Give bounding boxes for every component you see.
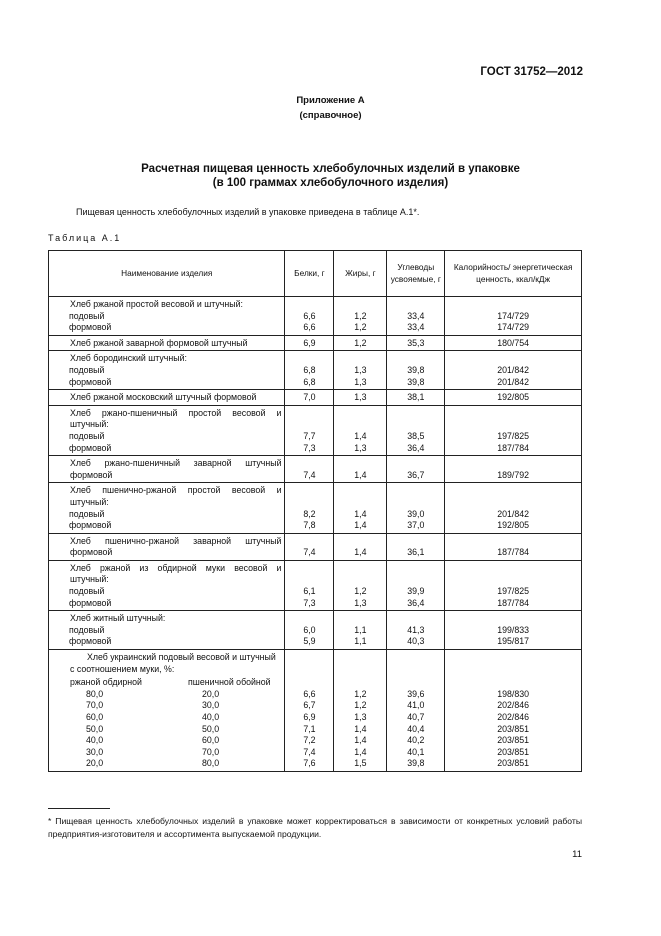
table-row bbox=[49, 390, 582, 406]
carbs-cell bbox=[387, 297, 445, 336]
protein-cell bbox=[285, 560, 334, 610]
fat-value: 1,5 bbox=[354, 758, 367, 769]
carbs-value: 36,1 bbox=[407, 547, 425, 558]
wheat-value: 80,0 bbox=[202, 758, 220, 769]
fat-value: 1,3 bbox=[354, 364, 367, 375]
standard-number: ГОСТ 31752—2012 bbox=[480, 66, 583, 78]
protein-value: 7,4 bbox=[303, 746, 316, 757]
fat-value: 1,1 bbox=[354, 624, 367, 635]
energy-value: 201/842 bbox=[497, 508, 530, 519]
fat-cell bbox=[334, 405, 387, 455]
energy-value: 201/842 bbox=[497, 376, 530, 387]
table-row bbox=[49, 456, 582, 483]
footnote-separator bbox=[48, 808, 110, 809]
variant-label: подовый bbox=[69, 430, 105, 441]
energy-value: 199/833 bbox=[497, 624, 530, 635]
rye-value: 30,0 bbox=[86, 746, 104, 757]
energy-value: 202/846 bbox=[497, 700, 530, 711]
carbs-value: 35,3 bbox=[407, 337, 425, 348]
energy-cell bbox=[445, 351, 582, 390]
protein-value: 6,6 bbox=[303, 322, 316, 333]
rye-value: 60,0 bbox=[86, 712, 104, 722]
product-name: Хлеб пшенично-ржаной простой весовой и штучный: bbox=[70, 485, 282, 507]
carbs-cell bbox=[387, 611, 445, 650]
table-row bbox=[49, 650, 582, 772]
energy-cell bbox=[445, 335, 582, 351]
carbs-value: 40,3 bbox=[407, 636, 425, 647]
energy-cell bbox=[445, 533, 582, 560]
table-row bbox=[49, 351, 582, 390]
variant-label: подовый bbox=[69, 364, 105, 375]
product-name: Хлеб ржаной заварной формовой штучный bbox=[70, 337, 248, 348]
carbs-cell bbox=[387, 650, 445, 772]
carbs-cell bbox=[387, 456, 445, 483]
energy-value: 203/851 bbox=[497, 746, 530, 757]
wheat-value: 20,0 bbox=[202, 688, 220, 699]
protein-cell bbox=[285, 533, 334, 560]
protein-cell bbox=[285, 650, 334, 772]
protein-value: 6,0 bbox=[303, 624, 316, 635]
energy-value: 202/846 bbox=[497, 712, 530, 722]
protein-value: 7,6 bbox=[303, 758, 316, 769]
table-row bbox=[49, 483, 582, 533]
fat-cell bbox=[334, 335, 387, 351]
fat-value: 1,4 bbox=[354, 547, 367, 558]
energy-cell bbox=[445, 405, 582, 455]
energy-value: 195/817 bbox=[497, 636, 530, 647]
product-name: Хлеб житный штучный: bbox=[70, 613, 166, 624]
carbs-value: 39,8 bbox=[407, 376, 425, 387]
protein-value: 6,1 bbox=[303, 586, 316, 597]
table-row bbox=[49, 405, 582, 455]
header-fat: Жиры, г bbox=[334, 251, 387, 297]
product-name: Хлеб ржаной московский штучный формовой bbox=[70, 392, 257, 403]
product-name: Хлеб ржаной из обдирной муки весовой и штучный: bbox=[70, 562, 282, 585]
fat-cell bbox=[334, 560, 387, 610]
energy-value: 180/754 bbox=[497, 337, 530, 348]
protein-value: 6,9 bbox=[303, 337, 316, 348]
variant-label: подовый bbox=[69, 586, 105, 597]
flour-ratio-row bbox=[70, 689, 281, 701]
rye-value: 80,0 bbox=[86, 688, 104, 699]
energy-value: 197/825 bbox=[497, 586, 530, 597]
fat-value: 1,4 bbox=[354, 520, 367, 531]
protein-value: 6,6 bbox=[303, 688, 316, 699]
variant-label: формовой bbox=[69, 376, 112, 387]
fat-value: 1,4 bbox=[354, 508, 367, 519]
carbs-value: 39,8 bbox=[407, 364, 425, 375]
carbs-cell bbox=[387, 533, 445, 560]
carbs-value: 39,0 bbox=[407, 508, 425, 519]
product-name-cell bbox=[49, 456, 285, 483]
protein-cell bbox=[285, 483, 334, 533]
protein-value: 7,1 bbox=[303, 723, 316, 734]
page-number: 11 bbox=[572, 849, 582, 860]
protein-cell bbox=[285, 297, 334, 336]
fat-value: 1,4 bbox=[354, 469, 367, 480]
flour-ratio-row bbox=[70, 747, 281, 759]
fat-value: 1,3 bbox=[354, 712, 367, 722]
protein-value: 7,0 bbox=[303, 392, 316, 403]
fat-cell bbox=[334, 533, 387, 560]
appendix-label: Приложение А bbox=[296, 95, 365, 106]
fat-value: 1,4 bbox=[354, 430, 367, 441]
protein-value: 6,6 bbox=[303, 310, 316, 321]
fat-cell bbox=[334, 650, 387, 772]
variant-label: формовой bbox=[69, 322, 112, 333]
energy-value: 187/784 bbox=[497, 597, 530, 608]
header-name: Наименование изделия bbox=[49, 251, 285, 297]
carbs-cell bbox=[387, 335, 445, 351]
rye-value: 50,0 bbox=[86, 723, 104, 734]
table-caption: Таблица А.1 bbox=[48, 233, 122, 243]
fat-value: 1,3 bbox=[354, 442, 367, 453]
wheat-flour-header: пшеничной обойной bbox=[188, 677, 271, 688]
carbs-value: 41,0 bbox=[407, 700, 425, 711]
fat-cell bbox=[334, 483, 387, 533]
carbs-value: 40,7 bbox=[407, 712, 425, 722]
protein-value: 7,8 bbox=[303, 520, 316, 531]
energy-cell bbox=[445, 560, 582, 610]
carbs-value: 33,4 bbox=[407, 322, 425, 333]
carbs-cell bbox=[387, 351, 445, 390]
footnote: * Пищевая ценность хлебобулочных изделий в упаковке может корректироваться в зависимости от конкретных условий работы предприятия-изготовителя и ассортимента выпускаемой продукции. bbox=[48, 816, 582, 839]
table-row bbox=[49, 560, 582, 610]
page-subtitle: (в 100 граммах хлебобулочного изделия) bbox=[212, 177, 449, 189]
fat-cell bbox=[334, 456, 387, 483]
header-energy: Калорийность/ энергетическая ценность, ккал/кДж bbox=[445, 251, 582, 297]
fat-cell bbox=[334, 390, 387, 406]
energy-value: 203/851 bbox=[497, 735, 530, 746]
appendix-note: (справочное) bbox=[299, 110, 362, 121]
energy-value: 201/842 bbox=[497, 364, 530, 375]
product-name: Хлеб бородинский штучный: bbox=[70, 353, 187, 364]
product-name-cell bbox=[49, 483, 285, 533]
energy-value: 174/729 bbox=[497, 310, 530, 321]
carbs-value: 36,4 bbox=[407, 442, 425, 453]
protein-value: 6,8 bbox=[303, 364, 316, 375]
flour-ratio-row bbox=[70, 758, 281, 770]
energy-cell bbox=[445, 611, 582, 650]
energy-value: 187/784 bbox=[497, 442, 530, 453]
table-row bbox=[49, 335, 582, 351]
protein-cell bbox=[285, 456, 334, 483]
energy-value: 192/805 bbox=[497, 520, 530, 531]
fat-cell bbox=[334, 297, 387, 336]
protein-cell bbox=[285, 351, 334, 390]
carbs-value: 33,4 bbox=[407, 310, 425, 321]
nutrition-table bbox=[48, 250, 582, 772]
energy-cell bbox=[445, 650, 582, 772]
flour-ratio-header bbox=[70, 677, 281, 689]
protein-cell bbox=[285, 611, 334, 650]
protein-value: 7,3 bbox=[303, 597, 316, 608]
carbs-value: 38,5 bbox=[407, 430, 425, 441]
energy-value: 174/729 bbox=[497, 322, 530, 333]
carbs-value: 40,1 bbox=[407, 746, 425, 757]
wheat-value: 60,0 bbox=[202, 735, 220, 746]
intro-paragraph: Пищевая ценность хлебобулочных изделий в упаковке приведена в таблице А.1*. bbox=[76, 207, 420, 217]
fat-value: 1,3 bbox=[354, 376, 367, 387]
carbs-value: 36,4 bbox=[407, 597, 425, 608]
carbs-value: 40,2 bbox=[407, 735, 425, 746]
product-name: Хлеб ржаной простой весовой и штучный: bbox=[70, 299, 243, 309]
variant-label: формовой bbox=[69, 442, 112, 453]
carbs-cell bbox=[387, 483, 445, 533]
energy-cell bbox=[445, 390, 582, 406]
carbs-cell bbox=[387, 405, 445, 455]
product-name-cell bbox=[49, 297, 285, 336]
fat-value: 1,1 bbox=[354, 636, 367, 647]
flour-ratio-row bbox=[70, 700, 281, 712]
flour-ratio-row bbox=[70, 712, 281, 724]
energy-value: 189/792 bbox=[497, 469, 530, 480]
fat-value: 1,2 bbox=[354, 688, 367, 699]
carbs-value: 36,7 bbox=[407, 469, 425, 480]
fat-value: 1,2 bbox=[354, 310, 367, 321]
table-row bbox=[49, 533, 582, 560]
product-name: Хлеб пшенично-ржаной заварной штучный формовой bbox=[70, 535, 282, 558]
carbs-value: 41,3 bbox=[407, 624, 425, 635]
protein-value: 7,4 bbox=[303, 469, 316, 480]
variant-label: формовой bbox=[69, 597, 112, 608]
fat-value: 1,3 bbox=[354, 597, 367, 608]
variant-label: подовый bbox=[69, 508, 105, 519]
table-row bbox=[49, 297, 582, 336]
protein-value: 6,9 bbox=[303, 712, 316, 722]
carbs-value: 38,1 bbox=[407, 392, 425, 403]
fat-value: 1,2 bbox=[354, 337, 367, 348]
table-row bbox=[49, 611, 582, 650]
variant-label: подовый bbox=[69, 310, 105, 321]
rye-flour-header: ржаной обдирной bbox=[70, 677, 142, 688]
carbs-value: 39,9 bbox=[407, 586, 425, 597]
rye-value: 20,0 bbox=[86, 758, 104, 769]
energy-cell bbox=[445, 456, 582, 483]
energy-value: 187/784 bbox=[497, 547, 530, 558]
carbs-cell bbox=[387, 390, 445, 406]
product-name: Хлеб украинский подовый весовой и штучный bbox=[87, 652, 276, 663]
energy-value: 198/830 bbox=[497, 688, 530, 699]
variant-label: формовой bbox=[69, 636, 112, 647]
product-name: Хлеб ржано-пшеничный простой весовой и штучный: bbox=[70, 407, 282, 430]
fat-value: 1,3 bbox=[354, 392, 367, 403]
carbs-cell bbox=[387, 560, 445, 610]
product-name-continued: с соотношением муки, %: bbox=[70, 663, 175, 674]
protein-value: 7,7 bbox=[303, 430, 316, 441]
protein-value: 5,9 bbox=[303, 636, 316, 647]
variant-label: формовой bbox=[69, 520, 112, 531]
product-name-cell bbox=[49, 611, 285, 650]
product-name-cell bbox=[49, 405, 285, 455]
header-protein: Белки, г bbox=[285, 251, 334, 297]
fat-value: 1,2 bbox=[354, 586, 367, 597]
wheat-value: 70,0 bbox=[202, 746, 220, 757]
energy-cell bbox=[445, 483, 582, 533]
product-name: Хлеб ржано-пшеничный заварной штучный формовой bbox=[70, 458, 282, 480]
energy-value: 197/825 bbox=[497, 430, 530, 441]
protein-cell bbox=[285, 405, 334, 455]
fat-value: 1,2 bbox=[354, 322, 367, 333]
fat-value: 1,4 bbox=[354, 723, 367, 734]
carbs-value: 37,0 bbox=[407, 520, 425, 531]
protein-value: 7,2 bbox=[303, 735, 316, 746]
protein-value: 7,3 bbox=[303, 442, 316, 453]
protein-value: 7,4 bbox=[303, 547, 316, 558]
product-name-cell bbox=[49, 351, 285, 390]
protein-value: 8,2 bbox=[303, 508, 316, 519]
protein-cell bbox=[285, 335, 334, 351]
carbs-value: 40,4 bbox=[407, 723, 425, 734]
flour-ratio-row bbox=[70, 724, 281, 736]
product-name-cell bbox=[49, 335, 285, 351]
carbs-value: 39,8 bbox=[407, 758, 425, 769]
rye-value: 70,0 bbox=[86, 700, 104, 711]
product-name-cell bbox=[49, 650, 285, 772]
wheat-value: 30,0 bbox=[202, 700, 220, 711]
flour-ratio-row bbox=[70, 735, 281, 747]
page-title: Расчетная пищевая ценность хлебобулочных изделий в упаковке bbox=[141, 163, 520, 175]
protein-value: 6,8 bbox=[303, 376, 316, 387]
wheat-value: 50,0 bbox=[202, 723, 220, 734]
fat-cell bbox=[334, 611, 387, 650]
energy-value: 203/851 bbox=[497, 723, 530, 734]
energy-value: 192/805 bbox=[497, 392, 530, 403]
flour-ratio-table bbox=[70, 677, 281, 770]
product-name-cell bbox=[49, 560, 285, 610]
wheat-value: 40,0 bbox=[202, 712, 220, 722]
fat-cell bbox=[334, 351, 387, 390]
product-name-cell bbox=[49, 533, 285, 560]
protein-value: 6,7 bbox=[303, 700, 316, 711]
variant-label: подовый bbox=[69, 624, 105, 635]
carbs-value: 39,6 bbox=[407, 688, 425, 699]
rye-value: 40,0 bbox=[86, 735, 104, 746]
header-carbs: Углеводы усвояемые, г bbox=[387, 251, 445, 297]
fat-value: 1,2 bbox=[354, 700, 367, 711]
product-name-cell bbox=[49, 390, 285, 406]
fat-value: 1,4 bbox=[354, 735, 367, 746]
protein-cell bbox=[285, 390, 334, 406]
fat-value: 1,4 bbox=[354, 746, 367, 757]
energy-cell bbox=[445, 297, 582, 336]
energy-value: 203/851 bbox=[497, 758, 530, 769]
